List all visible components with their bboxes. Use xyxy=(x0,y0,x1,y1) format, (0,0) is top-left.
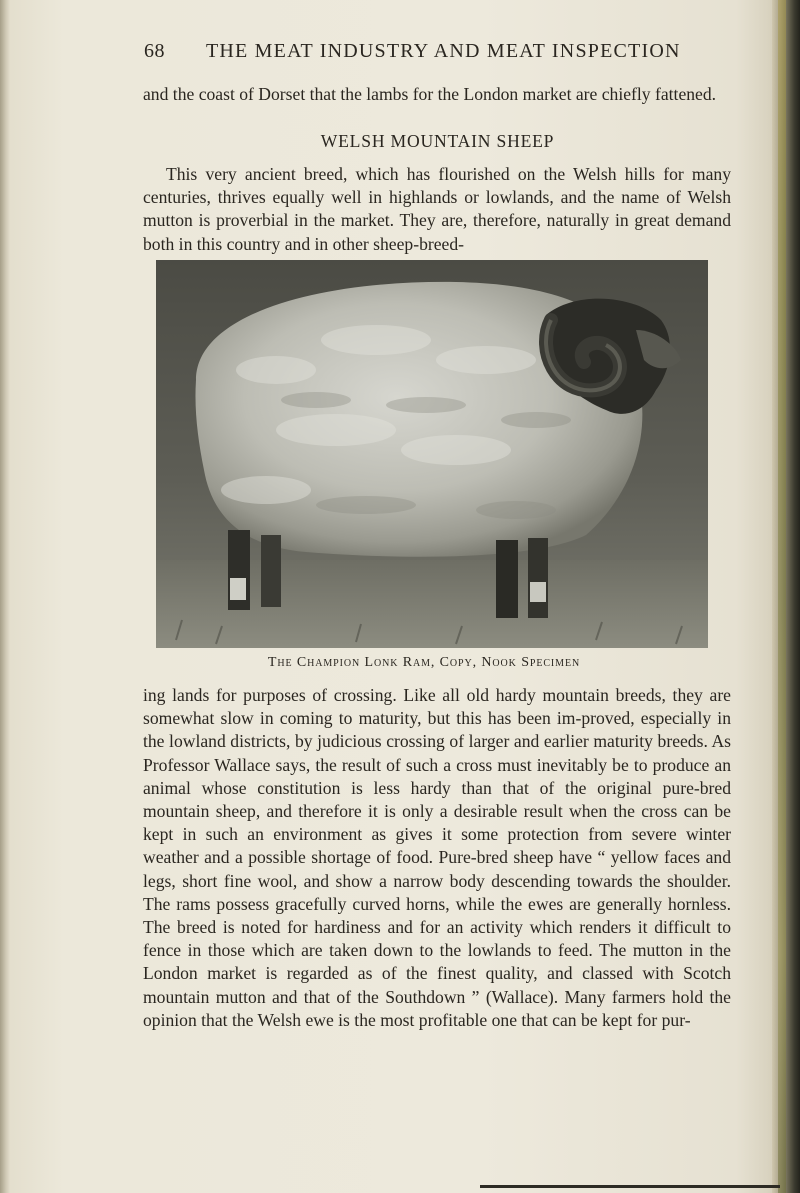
paragraph-intro: This very ancient breed, which has flourished on the Welsh hills for many centuries, thrives equally well in highlands or lowlands, and the name of Welsh mutton is proverbial in the market. They are, therefore, naturally in great demand both in this country and in other sheep-breed- xyxy=(143,164,731,254)
page-header xyxy=(0,40,800,68)
bottom-rule xyxy=(480,1185,780,1188)
figure-caption: The Champion Lonk Ram, Copy, Nook Specimen xyxy=(267,655,581,670)
page-left-edge xyxy=(0,0,10,1193)
sheep-photograph xyxy=(156,260,708,648)
book-spine xyxy=(772,0,800,1193)
paragraph-continuation: and the coast of Dorset that the lambs for the London market are chiefly fattened. xyxy=(143,84,717,104)
page-number: 68 xyxy=(144,40,165,62)
paragraph-main: ing lands for purposes of crossing. Like all old hardy mountain breeds, they are somewhat slow in coming to maturity, but this has been im-proved, especially in the lowland districts, by judicious crossing of larger and earlier maturity breeds. As Professor Wallace says, the result of such a cross must inevitably be to produce an animal whose constitution is less hardy than that of the original pure-bred mountain sheep, and therefore it is only a desirable result when the cross can be kept in such an environment as gives it some protection from severe winter weather and a possible shortage of food. Pure-bred sheep have “ yellow faces and legs, short fine wool, and show a narrow body descending towards the shoulder. The rams possess gracefully curved horns, while the ewes are generally hornless. The breed is noted for hardiness and for an activity which renders it difficult to fence in those which are taken down to the lowlands to feed. The mutton in the London market is regarded as of the finest quality, and classed with Scotch mountain mutton and that of the Southdown ” (Wallace). Many farmers hold the opinion that the Welsh ewe is the most profitable one that can be kept for pur- xyxy=(143,685,731,1030)
section-heading: WELSH MOUNTAIN SHEEP xyxy=(320,131,555,151)
spine-binding xyxy=(778,0,786,1193)
running-title: THE MEAT INDUSTRY AND MEAT INSPECTION xyxy=(206,40,681,62)
